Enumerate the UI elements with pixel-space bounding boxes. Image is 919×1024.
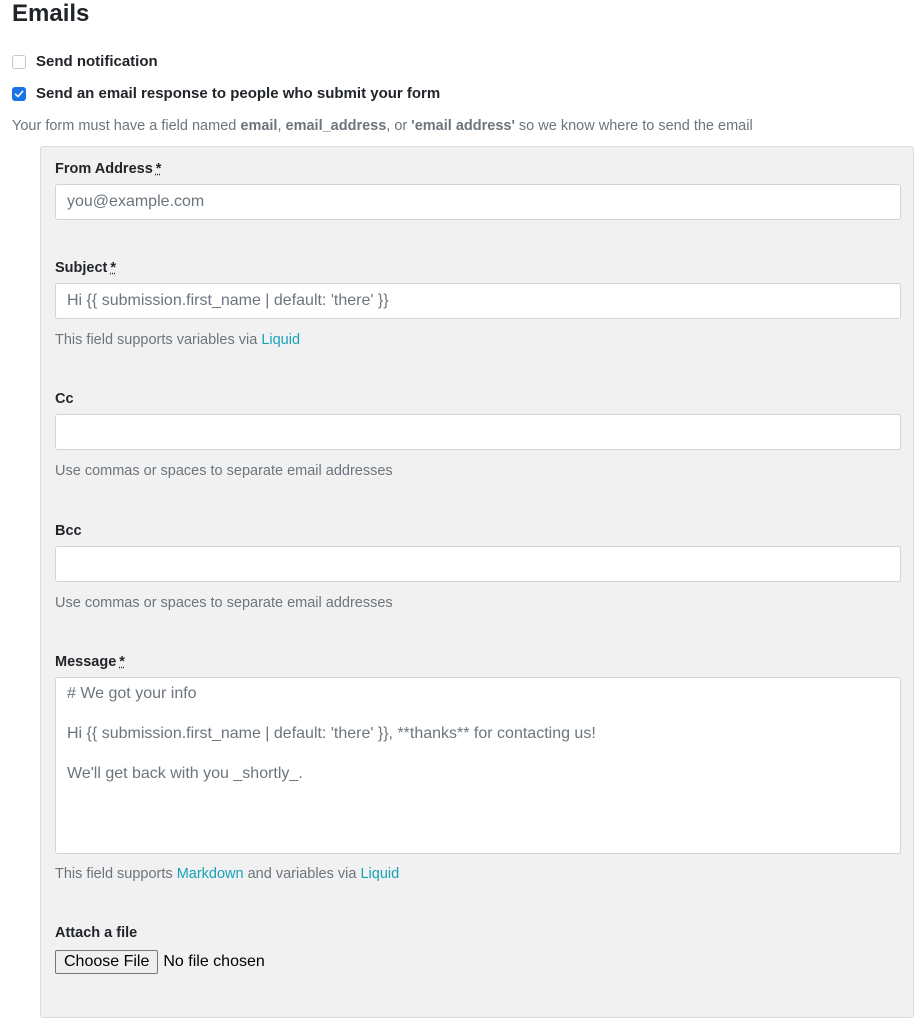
message-help-text: This field supports Markdown and variables via Liquid: [55, 866, 400, 882]
subject-label: Subject *: [55, 260, 117, 276]
from-address-label: From Address *: [55, 161, 162, 177]
send-notification-label[interactable]: Send notification: [36, 53, 158, 70]
field-name-email-address-quoted: 'email address': [411, 118, 515, 134]
required-marker: *: [155, 161, 162, 177]
field-name-email: email: [240, 118, 278, 134]
markdown-link[interactable]: Markdown: [176, 866, 244, 882]
send-response-checkbox[interactable]: [12, 87, 26, 101]
file-input[interactable]: [55, 949, 265, 975]
send-notification-checkbox[interactable]: [12, 55, 26, 69]
page-title: Emails: [12, 0, 90, 27]
send-response-label[interactable]: Send an email response to people who submit your form: [36, 85, 441, 102]
liquid-link[interactable]: Liquid: [261, 332, 301, 348]
subject-input[interactable]: [55, 283, 901, 319]
attach-file-label: Attach a file: [55, 925, 138, 941]
file-status-text: No file chosen: [163, 953, 265, 970]
subject-help-text: This field supports variables via Liquid: [55, 332, 301, 348]
required-marker: *: [119, 654, 125, 670]
checkmark-icon: [14, 89, 24, 99]
cc-input[interactable]: [55, 414, 901, 450]
message-line: We'll get back with you _shortly_.: [67, 765, 303, 782]
bcc-input[interactable]: [55, 546, 901, 582]
from-address-input[interactable]: [55, 184, 901, 220]
send-notification-option[interactable]: [12, 52, 158, 72]
email-field-requirement-note: Your form must have a field named email, email_address, or 'email address' so we know where to send the email: [12, 118, 753, 134]
email-response-panel: [40, 146, 914, 1018]
message-line: Hi {{ submission.first_name | default: 'there' }}, **thanks** for contacting us!: [67, 725, 596, 742]
message-line: # We got your info: [67, 685, 197, 702]
cc-label: Cc: [55, 391, 74, 407]
cc-help-text: Use commas or spaces to separate email addresses: [55, 463, 393, 479]
field-name-email-address: email_address: [285, 118, 387, 134]
message-label: Message *: [55, 654, 125, 670]
bcc-help-text: Use commas or spaces to separate email addresses: [55, 595, 393, 611]
choose-file-button[interactable]: Choose File: [55, 950, 158, 974]
bcc-label: Bcc: [55, 523, 82, 539]
required-marker: *: [110, 260, 117, 276]
send-response-option[interactable]: [12, 84, 440, 104]
liquid-link[interactable]: Liquid: [360, 866, 400, 882]
message-textarea[interactable]: [55, 677, 901, 854]
